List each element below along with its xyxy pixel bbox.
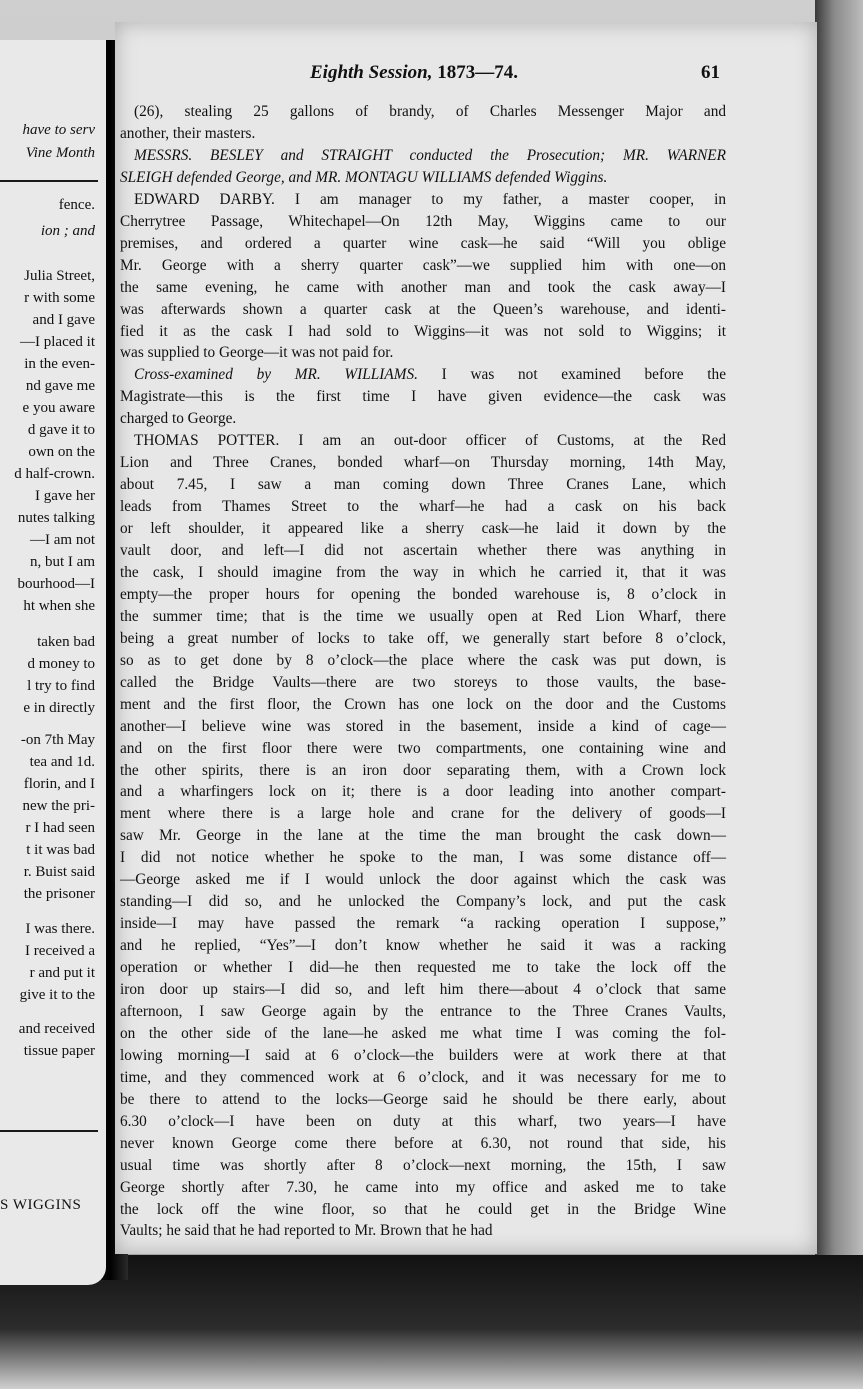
body-line: fied it as the cask I had sold to Wiggins—it was not sold to Wiggins; it (120, 323, 726, 340)
body-line: another, their masters. (120, 125, 256, 142)
body-line: the summer time; that is the time we usually open at Red Lion Wharf, there (120, 608, 726, 625)
body-line: never known George come there before at 6.30, not round that side, his (120, 1135, 726, 1152)
left-page-line: r I had seen (25, 820, 95, 836)
speaker-name: THOMAS POTTER. (134, 432, 280, 449)
left-page-footer: S WIGGINS (0, 1197, 82, 1213)
body-line: iron door up stairs—I did so, and left him there—about 4 o’clock that same (120, 981, 726, 998)
left-page-line: nutes talking (17, 510, 95, 526)
body-line: the same evening, he came with another man and took the cask away—I (120, 279, 726, 296)
body-line: operation or whether I did—he then requested me to take the lock off the (120, 959, 726, 976)
body-line: the lock off the wine floor, so that he could get in the Bridge Wine (120, 1201, 726, 1218)
left-page-line: and I gave (32, 312, 95, 328)
left-page-line: give it to the (19, 987, 95, 1003)
left-page-line: ht when she (23, 598, 95, 614)
body-text: I am an out-door officer of Customs, at the Red (279, 432, 726, 449)
body-line: SLEIGH defended George, and MR. MONTAGU WILLIAMS defended Wiggins. (120, 169, 608, 186)
left-page-line: the prisoner (23, 886, 95, 902)
body-line: about 7.45, I saw a man coming down Three Cranes Lane, which (120, 476, 726, 493)
body-line: inside—I may have passed the remark “a racking operation I suppose,” (120, 915, 726, 932)
body-line: George shortly after 7.30, he came into my office and asked me to take (120, 1179, 726, 1196)
left-page-line: d gave it to (27, 422, 95, 438)
body-line: and he replied, “Yes”—I don’t know whether he said it was a racking (120, 937, 726, 954)
body-line: on the other side of the lane—he asked me what time I was coming the fol- (120, 1025, 726, 1042)
left-page-line: nd gave me (25, 378, 95, 394)
body-line: Cherrytree Passage, Whitechapel—On 12th May, Wiggins came to our (120, 213, 726, 230)
body-text: I was not examined before the (417, 366, 726, 383)
left-page-line: r and put it (29, 965, 95, 981)
left-page-line: r with some (24, 290, 95, 306)
left-page-line: taken bad (37, 634, 95, 650)
left-page-line: fence. (58, 197, 95, 213)
left-page-line: d half-crown. (14, 466, 95, 482)
left-page-line: Vine Month (25, 145, 95, 161)
body-line: MESSRS. BESLEY and STRAIGHT conducted the Prosecution; MR. WARNER (134, 147, 726, 164)
scan-edge-right (815, 0, 863, 1389)
body-line (134, 365, 726, 385)
body-line: saw Mr. George in the lane at the time the man brought the cask down— (120, 827, 726, 844)
left-page-line: ion ; and (40, 223, 95, 239)
body-line: the cask, I should imagine from the way in which he carried it, that it was (120, 564, 726, 581)
body-line: —George asked me if I would unlock the door against which the cask was (120, 871, 726, 888)
session-years: 1873—74. (437, 62, 518, 83)
left-page-line: florin, and I (23, 776, 95, 792)
speaker-name: EDWARD DARBY. (134, 191, 275, 208)
left-page-line: e you aware (22, 400, 95, 416)
body-line: Mr. George with a sherry quarter cask”—we supplied him with one—on (120, 257, 726, 274)
left-page-line: e in directly (23, 700, 95, 716)
body-line: called the Bridge Vaults—there are two storeys to those vaults, the base- (120, 674, 726, 691)
left-rule-bottom (0, 1130, 98, 1132)
body-line: was supplied to George—it was not paid for. (120, 344, 394, 361)
body-line (134, 190, 726, 210)
left-page-line: —I placed it (20, 334, 95, 350)
body-line: I did not notice whether he spoke to the man, I was some distance off— (120, 849, 726, 866)
left-page-line: r. Buist said (23, 864, 95, 880)
left-page-line: have to serv (22, 122, 95, 138)
body-line: Lion and Three Cranes, bonded wharf—on Thursday morning, 14th May, (120, 454, 726, 471)
body-line (134, 431, 726, 451)
left-page-line: I was there. (25, 921, 95, 937)
left-page-line: I received a (25, 943, 95, 959)
body-line: 6.30 o’clock—I have been on duty at this wharf, two years—I have (120, 1113, 726, 1130)
scan-edge-bottom (0, 1255, 863, 1389)
body-line: time, and they commenced work at 6 o’clock, and it was necessary for me to (120, 1069, 726, 1086)
body-line: standing—I did so, and he unlocked the Company’s lock, and put the cask (120, 893, 726, 910)
body-line: another—I believe wine was stored in the basement, inside a kind of cage— (120, 718, 726, 735)
left-page-line: l try to find (27, 678, 95, 694)
body-line: premises, and ordered a quarter wine cask—he said “Will you oblige (120, 235, 726, 252)
body-text: I am manager to my father, a master cooper, in (274, 191, 727, 208)
left-page-line: I gave her (35, 488, 95, 504)
left-page-line: bourhood—I (17, 576, 95, 592)
left-page-line: new the pri- (22, 798, 95, 814)
left-page-line: n, but I am (30, 554, 95, 570)
left-page-line: and received (18, 1021, 95, 1037)
body-line: leads from Thames Street to the wharf—he had a cask on his back (120, 498, 726, 515)
body-line: was afterwards shown a quarter cask at the Queen’s warehouse, and identi- (120, 301, 726, 318)
page-number: 61 (701, 62, 720, 83)
left-page-line: tissue paper (23, 1043, 95, 1059)
body-line: usual time was shortly after 8 o’clock—next morning, the 15th, I saw (120, 1157, 726, 1174)
body-line: the other spirits, there is an iron door separating them, with a Crown lock (120, 762, 726, 779)
body-line: Vaults; he said that he had reported to Mr. Brown that he had (120, 1222, 493, 1239)
left-page-line: —I am not (30, 532, 95, 548)
left-page-line: Julia Street, (24, 268, 95, 284)
running-head (310, 62, 518, 84)
left-page-line: in the even- (24, 356, 95, 372)
body-line: charged to George. (120, 410, 237, 427)
body-line: and on the first floor there were two compartments, one containing wine and (120, 740, 726, 757)
body-line: ment where there is a large hole and crane for the delivery of goods—I (120, 805, 726, 822)
right-page (115, 22, 817, 1254)
speaker-name: Cross-examined by MR. WILLIAMS. (134, 366, 418, 383)
body-line: be there to attend to the locks—George said he should be there early, about (120, 1091, 726, 1108)
body-line: lowing morning—I said at 6 o’clock—the builders were at work there at that (120, 1047, 726, 1064)
body-line: vault door, and left—I did not ascertain whether there was anything in (120, 542, 726, 559)
running-header (115, 62, 817, 86)
left-page-line: d money to (27, 656, 95, 672)
left-page-line: -on 7th May (20, 732, 95, 748)
body-line: afternoon, I saw George again by the entrance to the Three Cranes Vaults, (120, 1003, 726, 1020)
body-line: so as to get done by 8 o’clock—the place where the cask was put down, is (120, 652, 726, 669)
body-line: (26), stealing 25 gallons of brandy, of Charles Messenger Major and (134, 103, 726, 120)
body-line: Magistrate—this is the first time I have given evidence—the cask was (120, 388, 726, 405)
body-line: ment and the first floor, the Crown has one lock on the door and the Customs (120, 696, 726, 713)
body-line: being a great number of locks to take off, we generally start before 8 o’clock, (120, 630, 726, 647)
session-title: Eighth Session, (310, 62, 433, 83)
left-rule-top (0, 180, 98, 182)
body-line: and a wharfingers lock on it; there is a door leading into another compart- (120, 783, 726, 800)
body-line: empty—the proper hours for opening the bonded warehouse is, 8 o’clock in (120, 586, 726, 603)
left-page (0, 40, 106, 1285)
left-page-line: t it was bad (26, 842, 95, 858)
left-page-line: own on the (28, 444, 95, 460)
left-page-line: tea and 1d. (29, 754, 95, 770)
body-line: or left shoulder, it appeared like a sherry cask—he laid it down by the (120, 520, 726, 537)
